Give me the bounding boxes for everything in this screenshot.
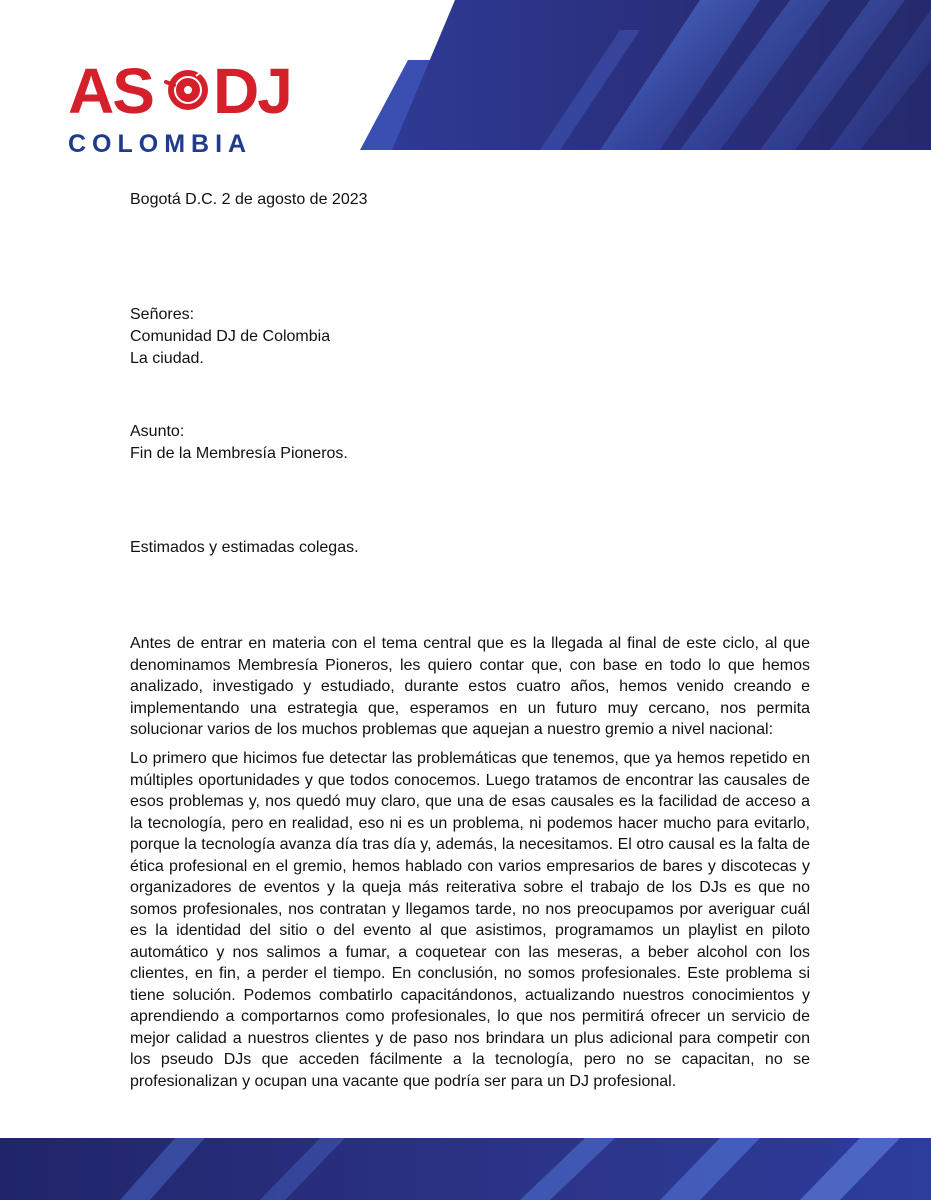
logo-as-text: AS — [68, 55, 153, 127]
recipient-city: La ciudad. — [130, 350, 204, 367]
logo-dj-text: DJ — [213, 55, 291, 127]
turntable-disc-icon — [160, 62, 216, 118]
recipient-salutation: Señores: — [130, 306, 195, 323]
logo-subtitle: COLOMBIA — [68, 130, 253, 158]
body-paragraph: Lo primero que hicimos fue detectar las problemáticas que tenemos, que ya hemos repetido en múltiples oportunidades y que todos conocemos. Luego tratamos de encontrar las causales de esos problemas y, nos quedó muy claro, que una de esas causales es la facilidad de acceso a la tecnología, pero en realidad, eso ni es un problema, ni podemos hacer mucho para evitarlo, porque la tecnología avanza día tras día y, además, la necesitamos. El otro causal es la falta de ética profesional en el gremio, hemos hablado con varios empresarios de bares y discotecas y organizadores de eventos y la queja más reiterativa sobre el trabajo de los DJs es que no somos profesionales, nos contratan y llegamos tarde, no nos preocupamos por averiguar cuál es la identidad del sitio o del evento al que asistimos, programamos un playlist en piloto automático y nos salimos a fumar, a coquetear con las meseras, a beber alcohol con los clientes, en fin, a perder el tiempo. En conclusión, no somos profesionales. Este problema si tiene solución. Podemos combatirlo capacitándonos, actualizando nuestros conocimientos y aprendiendo a comportarnos como profesionales, lo que nos permitirá ofrecer un servicio de mejor calidad a nuestros clientes y de paso nos brindara un plus adicional para competir con los pseudo DJs que acceden fácilmente a la tecnología, pero no se capacitan, no se profesionalizan y ocupan una vacante que podría ser para un DJ profesional. — [130, 750, 810, 1090]
footer-banner — [0, 1138, 931, 1200]
subject-text: Fin de la Membresía Pioneros. — [130, 445, 348, 462]
greeting: Estimados y estimadas colegas. — [130, 539, 359, 556]
recipient-name: Comunidad DJ de Colombia — [130, 328, 331, 345]
company-logo — [66, 55, 291, 163]
subject-label: Asunto: — [130, 423, 185, 440]
letter-date: Bogotá D.C. 2 de agosto de 2023 — [130, 191, 368, 208]
body-paragraph: Antes de entrar en materia con el tema central que es la llegada al final de este ciclo, al que denominamos Membresía Pioneros, les quiero contar que, con base en todo lo que hemos analizado, investigado y estudiado, durante estos cuatro años, hemos venido creando e implementando una estrategia que, esperamos en un futuro muy cercano, nos permita solucionar varios de los muchos problemas que aquejan a nuestro gremio a nivel nacional: — [130, 635, 810, 738]
